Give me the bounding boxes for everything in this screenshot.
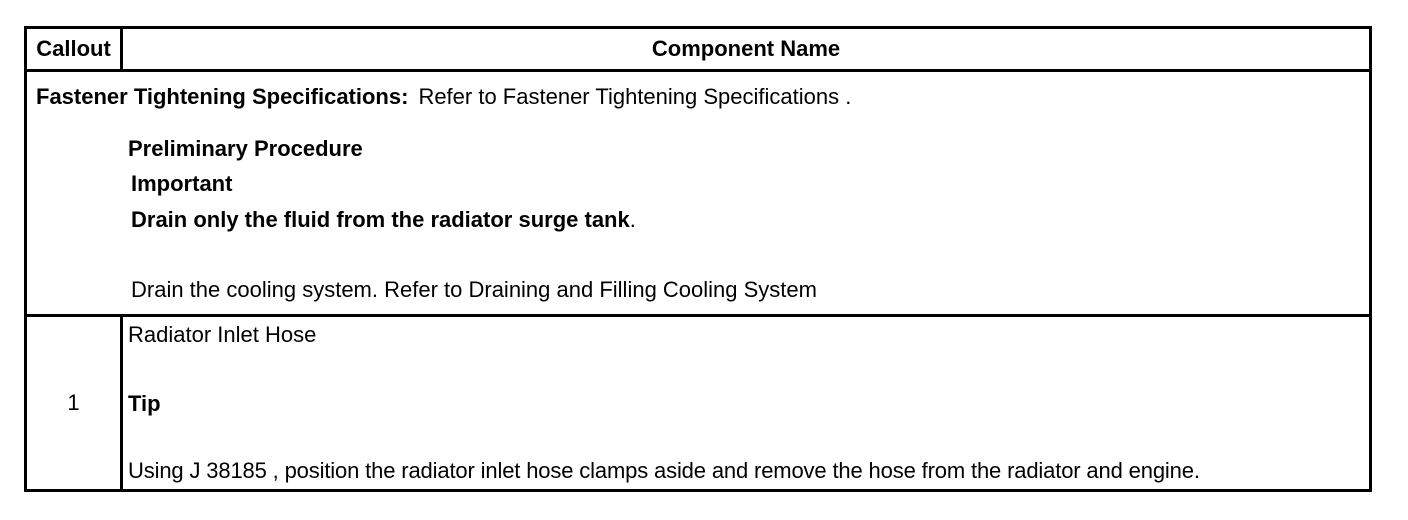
callout-column-header: Callout [27, 29, 123, 69]
component-name-column-header: Component Name [651, 36, 841, 61]
fastener-spec-line [36, 84, 851, 110]
important-note-text: Drain only the fluid from the radiator surge tank [131, 207, 630, 232]
important-label: Important [131, 171, 233, 196]
fastener-spec-link[interactable]: Refer to Fastener Tightening Specifications . [418, 84, 852, 109]
table-header-row [27, 29, 1369, 72]
table-row [27, 317, 1369, 489]
preliminary-procedure-title: Preliminary Procedure [128, 136, 363, 161]
tip-text: Using J 38185 , position the radiator inlet hose clamps aside and remove the hose from the radiator and engine. [128, 458, 1200, 483]
drain-cooling-step[interactable]: Drain the cooling system. Refer to Draining and Filling Cooling System [131, 277, 817, 302]
important-note-period: . [629, 207, 636, 232]
tip-label: Tip [128, 391, 161, 416]
row-callout-number: 1 [27, 317, 123, 489]
specifications-section [27, 72, 1369, 317]
procedure-table [24, 26, 1372, 492]
important-note [131, 207, 636, 233]
fastener-spec-label: Fastener Tightening Specifications: [36, 84, 409, 109]
component-name: Radiator Inlet Hose [128, 322, 317, 347]
row-component-cell [126, 317, 1369, 489]
